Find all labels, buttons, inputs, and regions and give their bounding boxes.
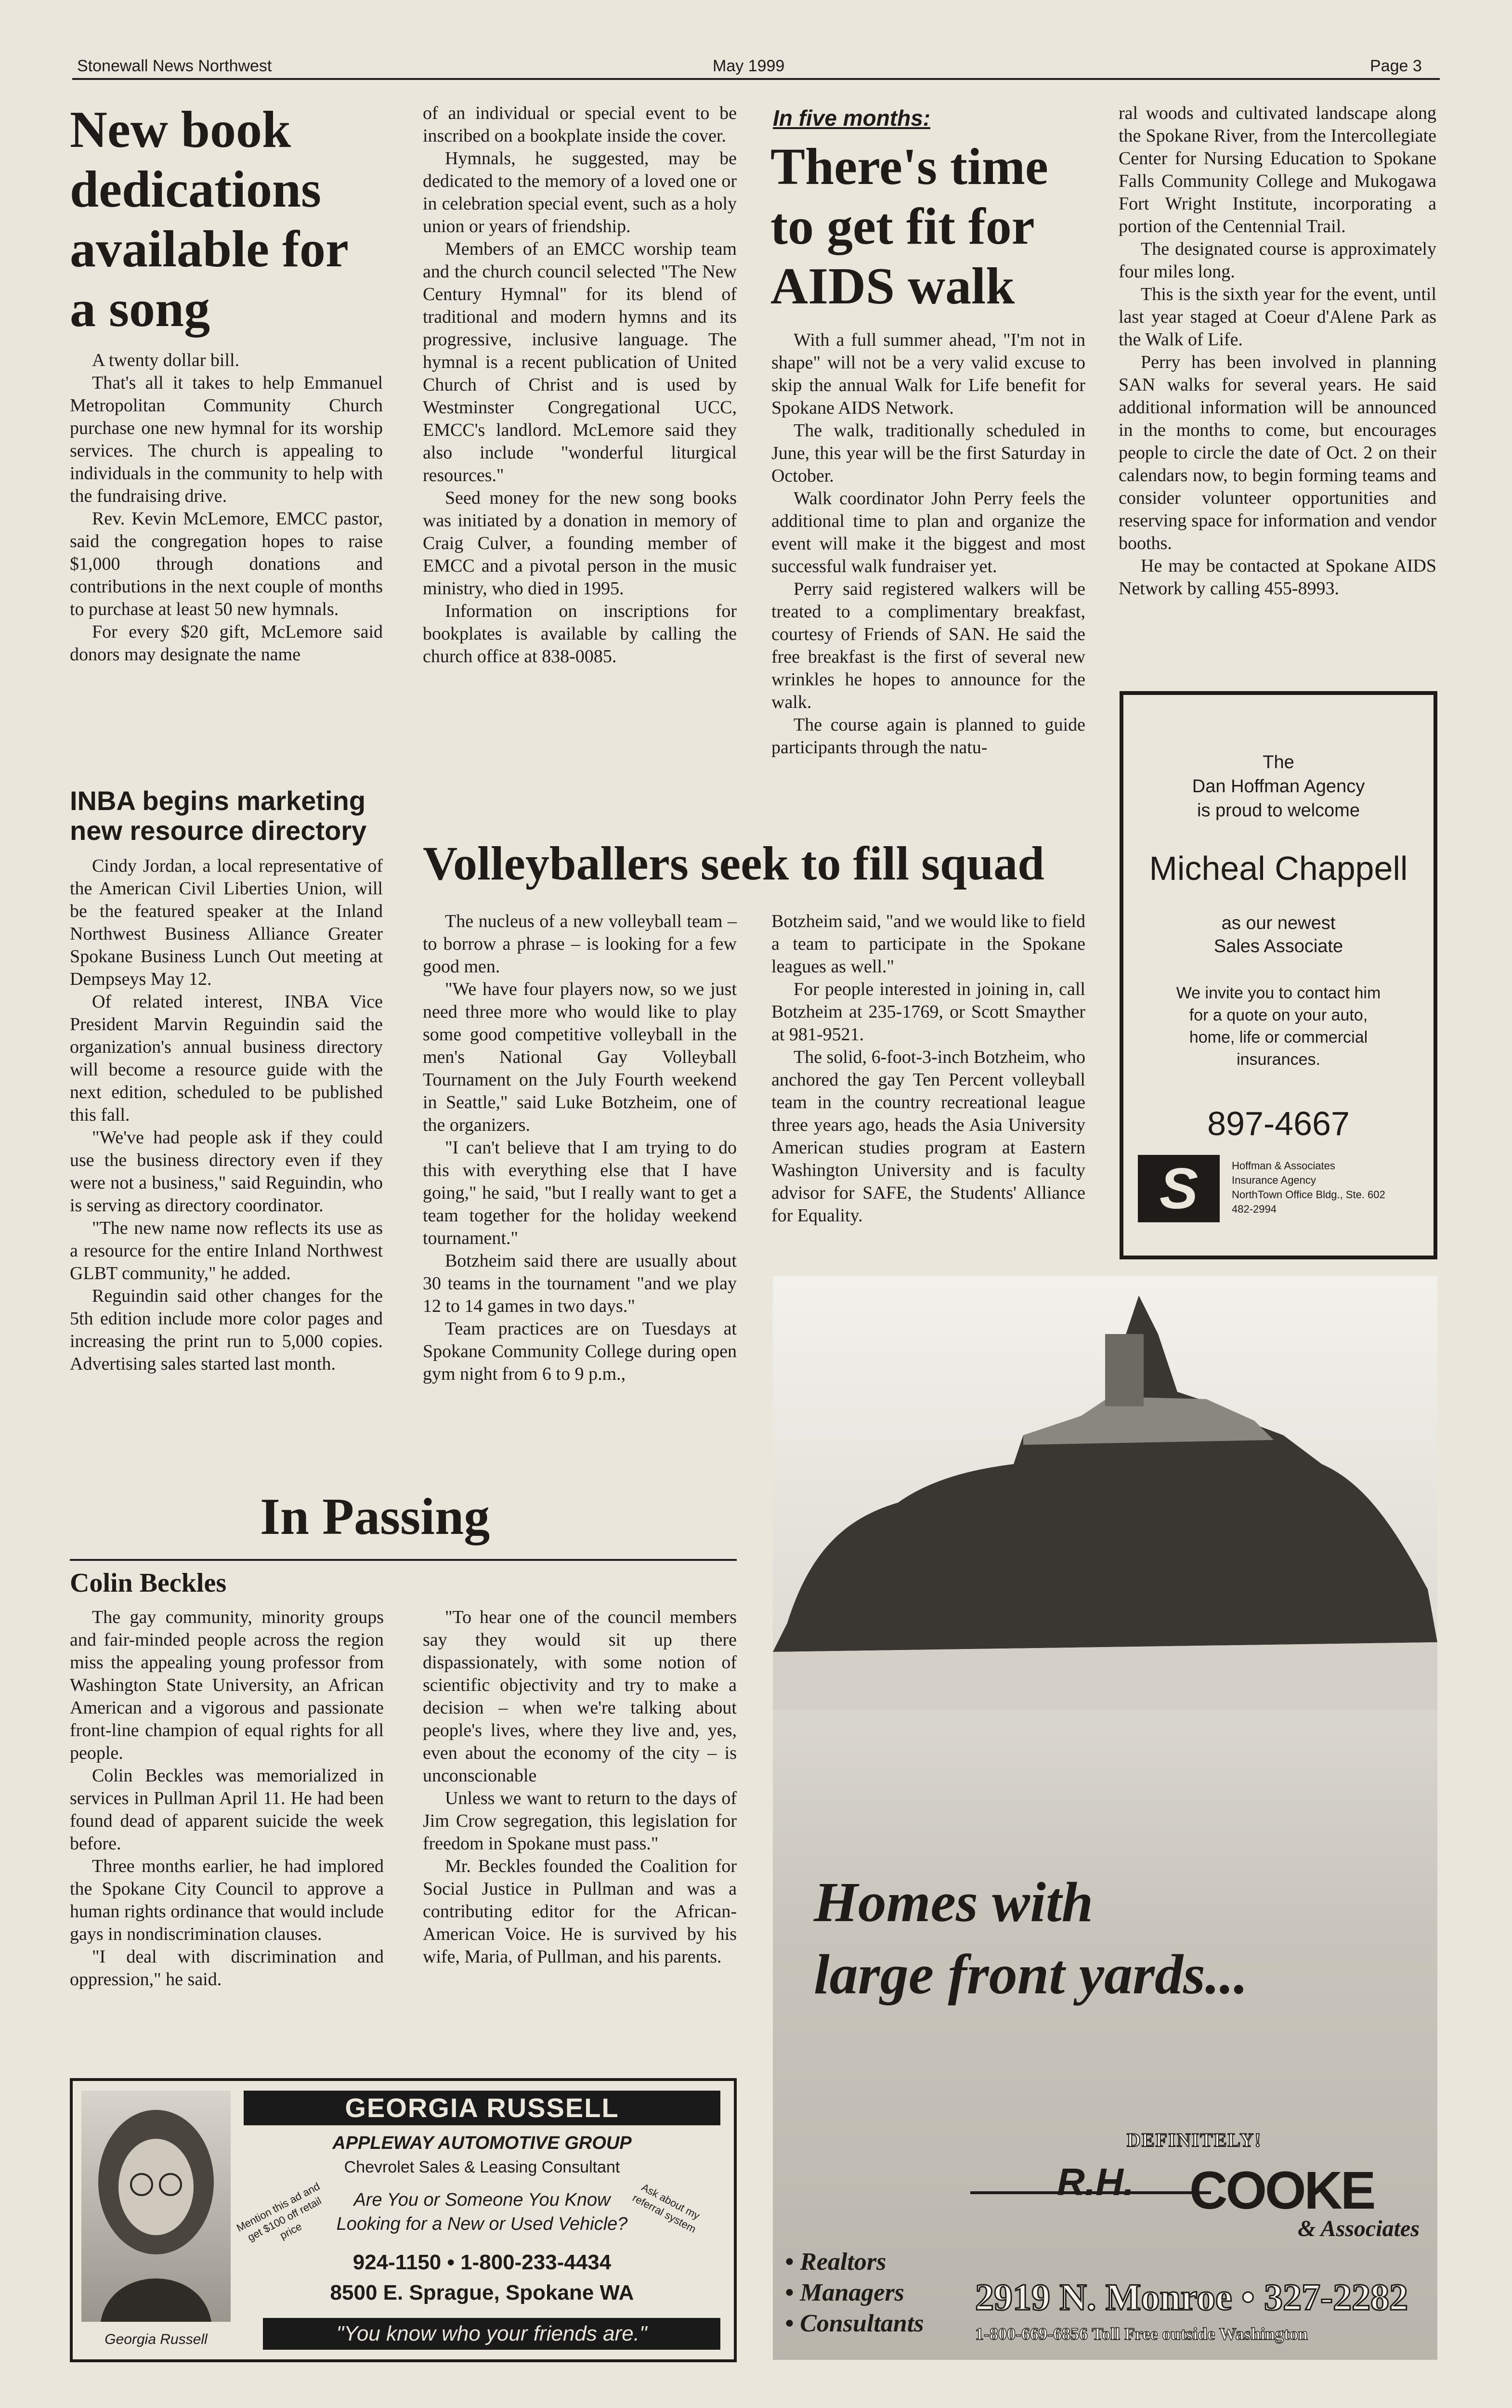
hoffman-footer-line: NorthTown Office Bldg., Ste. 602 xyxy=(1232,1189,1385,1201)
cooke-associates: & Associates xyxy=(1298,2216,1420,2241)
definitely-label: DEFINITELY! xyxy=(1127,2129,1262,2151)
aids-paragraph: Walk coordinator John Perry feels the additional time to plan and organize the event will make it the biggest and most successful walk fundraiser yet. xyxy=(771,488,1085,576)
obituary-paragraph: Mr. Beckles founded the Coalition for Social Justice in Pullman and was a contributing editor for the African-American Voice. He is survived by his wife, Maria, of Pullman, and his parents. xyxy=(423,1856,737,1967)
aids-column-1 xyxy=(771,329,1085,759)
volleyball-paragraph: "We have four players now, so we just need three more who would like to play some good competitive volleyball in the men's National Gay Volleyball Tournament on the July Fourth weekend in Seattle," said Luke Botzheim, one of the organizers. xyxy=(423,979,737,1135)
publication-name: Stonewall News Northwest xyxy=(77,57,272,75)
aids-paragraph: The course again is planned to guide participants through the natu- xyxy=(771,715,1085,758)
georgia-address: 8500 E. Sprague, Spokane WA xyxy=(330,2281,634,2304)
volleyball-paragraph: Botzheim said, "and we would like to field a team to participate in the Spokane leagues as well." xyxy=(771,911,1085,977)
hoffman-line-3: is proud to welcome xyxy=(1197,800,1360,821)
mont-saint-michel-photo xyxy=(773,1276,1437,1710)
hoffman-line-5: Sales Associate xyxy=(1213,936,1343,956)
georgia-company: APPLEWAY AUTOMOTIVE GROUP xyxy=(332,2133,632,2153)
cooke-tollfree: 1-800-669-6856 Toll Free outside Washington xyxy=(975,2324,1308,2343)
hoffman-phone: 897-4667 xyxy=(1207,1105,1350,1142)
aids-paragraph: The walk, traditionally scheduled in June, this year will be the first Saturday in October. xyxy=(771,420,1085,486)
aids-kicker: In five months: xyxy=(773,105,931,131)
volleyball-paragraph: The nucleus of a new volleyball team – to borrow a phrase – is looking for a few good men. xyxy=(423,911,737,977)
book-paragraph: of an individual or special event to be inscribed on a bookplate inside the cover. xyxy=(423,103,737,146)
volleyball-column-1 xyxy=(423,910,737,1386)
cooke-headline-line: large front yards... xyxy=(814,1943,1248,2006)
georgia-photo-caption: Georgia Russell xyxy=(104,2331,208,2347)
hoffman-footer xyxy=(1138,1155,1427,1227)
georgia-tagline: "You know who your friends are." xyxy=(263,2318,720,2350)
hoffman-line-1: The xyxy=(1263,752,1294,772)
volleyball-headline: Volleyballers seek to fill squad xyxy=(423,837,1044,890)
hoffman-invite: We invite you to contact him for a quote on your auto, home, life or commercial insurances. xyxy=(1176,984,1381,1069)
volleyball-paragraph: For people interested in joining in, call Botzheim at 235-1769, or Scott Smayther at 981-9521. xyxy=(771,979,1085,1045)
aids-column-2 xyxy=(1119,102,1436,600)
hoffman-logo: S xyxy=(1138,1155,1220,1222)
in-passing-headline: In Passing xyxy=(260,1488,490,1545)
georgia-name-banner: GEORGIA RUSSELL xyxy=(244,2091,720,2125)
obituary-paragraph: "I deal with discrimination and oppression," he said. xyxy=(70,1947,384,1989)
obituary-paragraph: "To hear one of the council members say they would sit up there dispassionately, with some notion of scientific objectivity and try to make a decision – when we're talking about people's lives, where they live and, yes, even about the economy of the city – is unconscionable xyxy=(423,1607,737,1786)
hoffman-footer-line: 482-2994 xyxy=(1232,1203,1277,1215)
volleyball-paragraph: Team practices are on Tuesdays at Spokane Community College during open gym night from 6 to 9 p.m., xyxy=(423,1319,737,1384)
obituary-paragraph: Unless we want to return to the days of Jim Crow segregation, this legislation for freedom in Spokane must pass." xyxy=(423,1788,737,1854)
book-paragraph: Seed money for the new song books was initiated by a donation in memory of Craig Culver, a founding member of EMCC and a pivotal person in the music ministry, who died in 1995. xyxy=(423,488,737,599)
obituary-column-1 xyxy=(70,1606,384,1991)
book-headline: New book dedications available for a song xyxy=(70,101,348,338)
hoffman-agency-name: Dan Hoffman Agency xyxy=(1192,776,1365,797)
book-paragraph: Information on inscriptions for bookplates is available by calling the church office at 838-0085. xyxy=(423,601,737,667)
inba-column xyxy=(70,855,383,1375)
cooke-services xyxy=(785,2247,924,2339)
volleyball-paragraph: Botzheim said there are usually about 30 teams in the tournament "and we play 12 to 14 games in two days." xyxy=(423,1251,737,1316)
page-number: Page 3 xyxy=(1370,57,1422,75)
cooke-address: 2919 N. Monroe • 327-2282 xyxy=(975,2276,1408,2318)
hoffman-line-4: as our newest xyxy=(1221,913,1336,933)
cooke-logo xyxy=(970,2158,1423,2241)
book-paragraph: That's all it takes to help Emmanuel Metropolitan Community Church purchase one new hymnal for its worship services. The church is appealing to individuals in the community to help with the fundraising drive. xyxy=(70,373,383,506)
obituary-paragraph: Colin Beckles was memorialized in services in Pullman April 11. He had been found dead of apparent suicide the week before. xyxy=(70,1766,384,1854)
obituary-paragraph: The gay community, minority groups and fair-minded people across the region miss the appealing young professor from Washington State University, an African American and a vigorous and passionate front-line champion of equal rights for all people. xyxy=(70,1607,384,1763)
aids-headline: There's time to get fit for AIDS walk xyxy=(770,138,1048,315)
georgia-photo xyxy=(81,2091,231,2322)
volleyball-paragraph: "I can't believe that I am trying to do this with everything else that I have going," he said, "but I really want to get a team together for the holiday weekend tournament." xyxy=(423,1138,737,1248)
georgia-right-note: Ask about my referral system xyxy=(630,2181,702,2236)
hoffman-agency-ad xyxy=(1120,691,1437,1259)
georgia-russell-ad xyxy=(70,2078,737,2362)
georgia-question xyxy=(244,2188,720,2236)
volleyball-column-2 xyxy=(771,910,1085,1227)
book-paragraph: Rev. Kevin McLemore, EMCC pastor, said the congregation hopes to raise $1,000 through donations and contributions in the next couple of months to purchase at least 50 new hymnals. xyxy=(70,509,383,619)
inba-paragraph: Reguindin said other changes for the 5th edition include more color pages and increasing the print run to 5,000 copies. Advertising sales started last month. xyxy=(70,1286,383,1374)
inba-headline: INBA begins marketing new resource directory xyxy=(70,785,367,846)
inba-paragraph: "We've had people ask if they could use the business directory even if they were not a business," said Reguindin, who is serving as directory coordinator. xyxy=(70,1127,383,1216)
portrait-icon xyxy=(81,2091,231,2322)
obituary-name: Colin Beckles xyxy=(70,1568,227,1598)
book-paragraph: A twenty dollar bill. xyxy=(92,350,240,370)
book-paragraph: Hymnals, he suggested, may be dedicated to the memory of a loved one or in celebration special event, such as a holy union or years of friendship. xyxy=(423,148,737,236)
associate-name: Micheal Chappell xyxy=(1149,850,1408,887)
cooke-realty-ad xyxy=(773,1276,1437,2360)
aids-paragraph: The designated course is approximately four miles long. xyxy=(1119,239,1436,282)
cooke-logo-rh: R.H. xyxy=(1057,2160,1134,2203)
book-paragraph: Members of an EMCC worship team and the church council selected "The New Century Hymnal" for its blend of traditional and modern hymns and its progressive, inclusive language. The hymnal is a recent publication of United Church of Christ and is used by Westminster Congregational UCC, EMCC's landlord. McLemore said they also include "wonderful liturgical resources." xyxy=(423,239,737,485)
georgia-phones: 924-1150 • 1-800-233-4434 xyxy=(352,2251,612,2274)
aids-paragraph: Perry said registered walkers will be treated to a complimentary breakfast, courtesy of Friends of SAN. He said the free breakfast is the first of several new wrinkles he hopes to announce for the walk. xyxy=(771,579,1085,712)
inba-paragraph: "The new name now reflects its use as a resource for the entire Inland Northwest GLBT community," he added. xyxy=(70,1218,383,1283)
in-passing-rule xyxy=(70,1559,737,1561)
book-column-1 xyxy=(70,349,383,666)
aids-paragraph: ral woods and cultivated landscape along the Spokane River, from the Intercollegiate Center for Nursing Education to Spokane Falls Community College and Mukogawa Fort Wright Institute, incorporating a portion of the Centennial Trail. xyxy=(1119,103,1436,236)
book-paragraph: For every $20 gift, McLemore said donors may designate the name xyxy=(70,622,383,665)
book-column-2 xyxy=(423,102,737,668)
georgia-question-line: Looking for a New or Used Vehicle? xyxy=(336,2214,628,2234)
cooke-service-item: • Consultants xyxy=(785,2310,924,2337)
aids-paragraph: This is the sixth year for the event, until last year staged at Coeur d'Alene Park as the Walk of Life. xyxy=(1119,284,1436,350)
cooke-headline-line: Homes with xyxy=(814,1871,1094,1934)
volleyball-paragraph: The solid, 6-foot-3-inch Botzheim, who anchored the gay Ten Percent volleyball team in the country recreational league three years ago, heads the Asia University American studies program at Eastern Washington University and is faculty advisor for SAFE, the Students' Alliance for Equality. xyxy=(771,1047,1085,1226)
cooke-logo-name: COOKE xyxy=(1189,2161,1374,2220)
hoffman-footer-line: Insurance Agency xyxy=(1232,1174,1316,1186)
aids-paragraph: With a full summer ahead, "I'm not in shape" will not be a very valid excuse to skip the annual Walk for Life benefit for Spokane AIDS Network. xyxy=(771,330,1085,418)
cooke-headline xyxy=(814,1866,1248,2011)
aids-paragraph: Perry has been involved in planning SAN walks for several years. He said additional information will be announced in the months to come, but encourages people to circle the date of Oct. 2 on their calendars now, to begin forming teams and consider volunteer opportunities and reserving space for information and vendor booths. xyxy=(1119,352,1436,553)
cooke-service-item: • Managers xyxy=(785,2279,904,2306)
georgia-question-line: Are You or Someone You Know xyxy=(353,2190,611,2210)
georgia-role: Chevrolet Sales & Leasing Consultant xyxy=(344,2158,620,2176)
cooke-service-item: • Realtors xyxy=(785,2248,886,2276)
hoffman-footer-line: Hoffman & Associates xyxy=(1232,1160,1335,1172)
header-rule xyxy=(72,78,1440,80)
obituary-column-2 xyxy=(423,1606,737,1968)
issue-date: May 1999 xyxy=(713,57,785,75)
aids-paragraph: He may be contacted at Spokane AIDS Network by calling 455-8993. xyxy=(1119,556,1436,599)
georgia-left-note: Mention this ad and get $100 off retail price xyxy=(234,2180,324,2244)
inba-paragraph: Of related interest, INBA Vice President Marvin Reguindin said the organization's annual business directory will become a resource guide with the next edition, scheduled to be published this fall. xyxy=(70,992,383,1125)
obituary-paragraph: Three months earlier, he had implored the Spokane City Council to approve a human rights ordinance that would include gays in nondiscrimination clauses. xyxy=(70,1856,384,1944)
inba-paragraph: Cindy Jordan, a local representative of the American Civil Liberties Union, will be the featured speaker at the Inland Northwest Business Alliance Greater Spokane Business Lunch Out meeting at Dempseys May 12. xyxy=(70,856,383,989)
